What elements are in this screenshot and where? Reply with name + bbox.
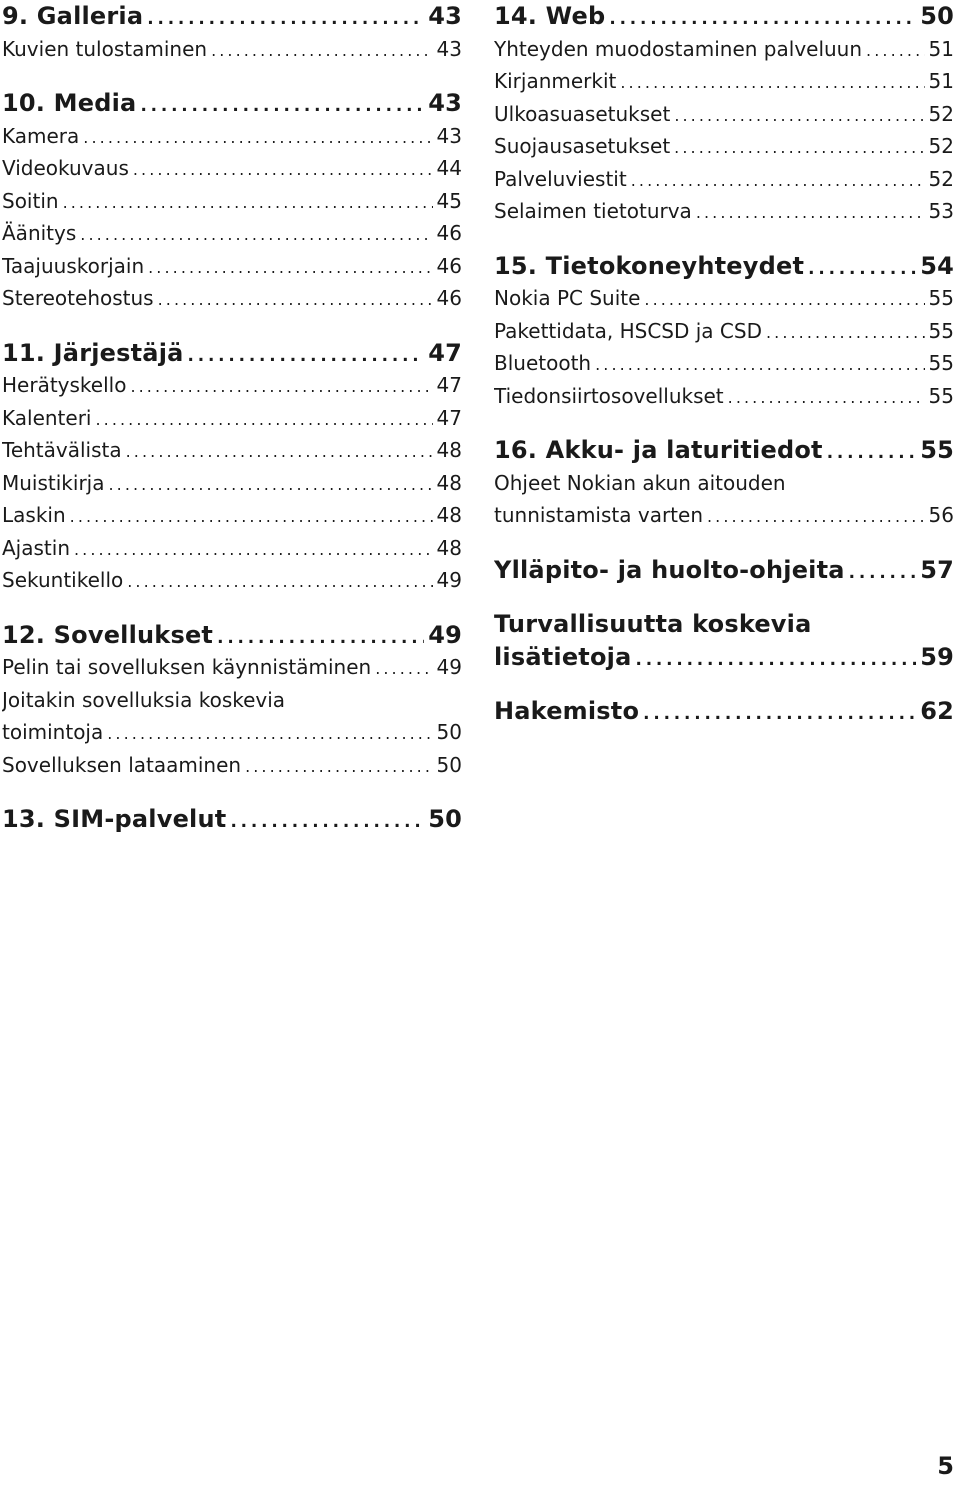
toc-heading[interactable]: [2, 803, 462, 836]
toc-entry[interactable]: [2, 499, 462, 532]
toc-heading-page-number: 55: [920, 436, 954, 464]
dot-leader: [866, 33, 925, 66]
dot-leader: [130, 369, 432, 402]
dot-leader: [631, 163, 925, 196]
toc-entry-page-number: 52: [928, 101, 954, 126]
toc-entry[interactable]: [494, 130, 954, 163]
toc-section: [2, 619, 462, 782]
toc-entry-title: Sovelluksen lataaminen: [2, 752, 242, 777]
toc-heading[interactable]: [2, 0, 462, 33]
dot-leader: [95, 402, 432, 435]
dot-leader: [74, 532, 433, 565]
toc-entry-line1[interactable]: Joitakin sovelluksia koskevia: [2, 687, 286, 712]
toc-entry[interactable]: [2, 467, 462, 500]
toc-entry-page-number: 46: [436, 221, 462, 245]
toc-entry-page-number: 48: [436, 503, 462, 527]
toc-entry[interactable]: [2, 282, 462, 315]
dot-leader: [217, 619, 424, 652]
toc-entry-page-number: 50: [436, 752, 462, 777]
toc-heading[interactable]: [494, 0, 954, 33]
dot-leader: [375, 651, 432, 684]
toc-section: [2, 337, 462, 597]
toc-entry-title: Äänitys: [2, 221, 77, 245]
toc-section: [2, 803, 462, 836]
toc-heading-title: Ylläpito- ja huolto-ohjeita: [494, 555, 845, 584]
toc-entry-page-number: 44: [436, 156, 462, 180]
toc-entry-page-number: 49: [436, 655, 462, 679]
toc-entry-title: Palveluviestit: [494, 166, 627, 191]
toc-entry-page-number: 49: [436, 568, 462, 592]
toc-entry-title: Yhteyden muodostaminen palveluun: [494, 36, 863, 61]
toc-heading-title: 10. Media: [2, 89, 137, 117]
dot-leader: [595, 347, 924, 380]
toc-entry-page-number: 52: [928, 134, 954, 158]
toc-entry-title: Kamera: [2, 123, 80, 148]
toc-entry-title: Laskin: [2, 503, 66, 527]
toc-entry[interactable]: [494, 315, 954, 348]
toc-heading-page-number: 59: [920, 642, 954, 671]
toc-section: [494, 434, 954, 532]
dot-leader: [83, 120, 432, 153]
dot-leader: [644, 282, 924, 315]
dot-leader: [766, 315, 925, 348]
dot-leader: [707, 499, 925, 532]
toc-entry-title: Pakettidata, HSCSD ja CSD: [494, 318, 762, 343]
toc-section: [2, 87, 462, 315]
dot-leader: [643, 695, 916, 728]
toc-entry[interactable]: [2, 369, 462, 402]
toc-entry[interactable]: [494, 282, 954, 315]
toc-entry[interactable]: [494, 65, 954, 98]
toc-section: [494, 608, 954, 673]
toc-section: [494, 0, 954, 228]
toc-entry-page-number: 48: [436, 535, 462, 560]
toc-entry[interactable]: [2, 402, 462, 435]
toc-right-column: [494, 0, 954, 750]
toc-entry-title: Videokuvaus: [2, 156, 129, 180]
dot-leader: [70, 499, 433, 532]
toc-heading-title: 16. Akku- ja laturitiedot: [494, 436, 823, 464]
toc-heading-line1[interactable]: Turvallisuutta koskevia: [494, 610, 812, 638]
toc-heading-title: 11. Järjestäjä: [2, 338, 184, 367]
toc-entry-title: Kuvien tulostaminen: [2, 36, 208, 61]
toc-heading[interactable]: [494, 554, 954, 587]
toc-entry[interactable]: [494, 98, 954, 131]
toc-entry[interactable]: [2, 120, 462, 153]
toc-entry-page-number: 47: [436, 405, 462, 430]
dot-leader: [245, 749, 432, 782]
dot-leader: [674, 98, 924, 131]
toc-heading[interactable]: [494, 434, 954, 467]
toc-heading[interactable]: [2, 87, 462, 120]
dot-leader: [147, 0, 424, 33]
toc-entry-title: Kalenteri: [2, 405, 92, 430]
dot-leader: [63, 185, 433, 218]
toc-entry-title: Bluetooth: [494, 351, 592, 375]
dot-leader: [609, 0, 916, 33]
toc-heading-title: 9. Galleria: [2, 2, 144, 30]
toc-heading-title: 12. Sovellukset: [2, 620, 214, 649]
toc-entry-page-number: 50: [436, 720, 462, 744]
toc-heading-page-number: 47: [428, 338, 462, 367]
toc-entry-title: Sekuntikello: [2, 568, 124, 592]
dot-leader: [108, 467, 432, 500]
toc-heading-page-number: 43: [428, 2, 462, 30]
toc-entry-page-number: 47: [436, 373, 462, 397]
toc-heading-title: 13. SIM-palvelut: [2, 805, 227, 833]
toc-section: [494, 554, 954, 587]
toc-entry-title: Ulkoasuasetukset: [494, 101, 671, 126]
toc-left-column: [2, 0, 462, 858]
toc-entry-title: Pelin tai sovelluksen käynnistäminen: [2, 655, 372, 679]
toc-entry-title: Muistikirja: [2, 470, 105, 495]
dot-leader: [80, 217, 432, 250]
dot-leader: [107, 716, 432, 749]
toc-entry[interactable]: [2, 250, 462, 283]
toc-entry[interactable]: [2, 185, 462, 218]
toc-entry-page-number: 55: [928, 383, 954, 408]
toc-heading[interactable]: [494, 250, 954, 283]
dot-leader: [849, 554, 917, 587]
dot-leader: [158, 282, 433, 315]
toc-section: [2, 0, 462, 65]
toc-entry-title: Kirjanmerkit: [494, 69, 617, 93]
toc-entry[interactable]: [2, 716, 462, 749]
toc-entry-page-number: 55: [928, 286, 954, 310]
toc-entry[interactable]: [494, 347, 954, 380]
dot-leader: [230, 803, 424, 836]
toc-entry-page-number: 51: [928, 69, 954, 93]
dot-leader: [211, 33, 432, 66]
toc-entry-title: Tiedonsiirtosovellukset: [494, 383, 724, 408]
dot-leader: [636, 641, 917, 674]
toc-entry-page-number: 51: [928, 36, 954, 61]
toc-heading-page-number: 50: [920, 2, 954, 30]
toc-entry-page-number: 46: [436, 286, 462, 310]
dot-leader: [126, 434, 433, 467]
toc-entry-title: Stereotehostus: [2, 286, 154, 310]
page-number: 5: [937, 1452, 954, 1480]
toc-entry[interactable]: [2, 651, 462, 684]
dot-leader: [148, 250, 432, 283]
toc-heading[interactable]: [2, 337, 462, 370]
toc-entry-title: Soitin: [2, 188, 59, 213]
toc-entry-title: Taajuuskorjain: [2, 253, 145, 278]
toc-heading[interactable]: [494, 641, 954, 674]
dot-leader: [827, 434, 916, 467]
toc-entry-page-number: 48: [436, 470, 462, 495]
toc-entry-page-number: 56: [928, 503, 954, 527]
toc-entry[interactable]: [494, 380, 954, 413]
toc-heading-title: Hakemisto: [494, 697, 640, 725]
toc-heading-title: 14. Web: [494, 2, 606, 30]
toc-entry[interactable]: [2, 434, 462, 467]
dot-leader: [140, 87, 424, 120]
toc-entry-page-number: 52: [928, 166, 954, 191]
toc-heading-title: lisätietoja: [494, 642, 632, 671]
dot-leader: [808, 250, 916, 283]
toc-heading-page-number: 43: [428, 89, 462, 117]
toc-entry[interactable]: [2, 564, 462, 597]
toc-entry[interactable]: [494, 33, 954, 66]
toc-entry[interactable]: [494, 195, 954, 228]
toc-entry-page-number: 43: [436, 36, 462, 61]
toc-heading-page-number: 49: [428, 620, 462, 649]
dot-leader: [728, 380, 925, 413]
toc-entry-page-number: 55: [928, 318, 954, 343]
toc-entry[interactable]: [494, 163, 954, 196]
toc-entry-title: Tehtävälista: [2, 438, 122, 462]
toc-entry-page-number: 43: [436, 123, 462, 148]
dot-leader: [696, 195, 925, 228]
toc-heading-page-number: 57: [920, 555, 954, 584]
toc-entry-page-number: 53: [928, 199, 954, 223]
toc-entry-title: Herätyskello: [2, 373, 127, 397]
toc-entry-title: Ajastin: [2, 535, 70, 560]
dot-leader: [674, 130, 924, 163]
toc-heading-title: 15. Tietokoneyhteydet: [494, 251, 805, 280]
toc-heading-page-number: 62: [920, 697, 954, 725]
toc-entry-title: toimintoja: [2, 720, 104, 744]
toc-entry-line1[interactable]: Ohjeet Nokian akun aitouden: [494, 470, 786, 495]
toc-entry[interactable]: [2, 749, 462, 782]
toc-entry[interactable]: [2, 152, 462, 185]
dot-leader: [620, 65, 924, 98]
toc-entry-page-number: 46: [436, 253, 462, 278]
dot-leader: [127, 564, 432, 597]
toc-heading[interactable]: [494, 695, 954, 728]
dot-leader: [188, 337, 425, 370]
toc-entry-title: Suojausasetukset: [494, 134, 671, 158]
toc-heading-page-number: 50: [428, 805, 462, 833]
toc-entry-title: tunnistamista varten: [494, 503, 703, 527]
toc-entry-title: Selaimen tietoturva: [494, 199, 692, 223]
toc-section: [494, 695, 954, 728]
toc-heading[interactable]: [2, 619, 462, 652]
toc-entry[interactable]: [494, 499, 954, 532]
toc-entry-page-number: 45: [436, 188, 462, 213]
toc-entry[interactable]: [2, 217, 462, 250]
toc-entry[interactable]: [2, 532, 462, 565]
toc-entry-title: Nokia PC Suite: [494, 286, 641, 310]
dot-leader: [133, 152, 433, 185]
toc-heading-page-number: 54: [920, 251, 954, 280]
toc-entry-page-number: 48: [436, 438, 462, 462]
toc-entry-page-number: 55: [928, 351, 954, 375]
toc-section: [494, 250, 954, 413]
toc-entry[interactable]: [2, 33, 462, 66]
